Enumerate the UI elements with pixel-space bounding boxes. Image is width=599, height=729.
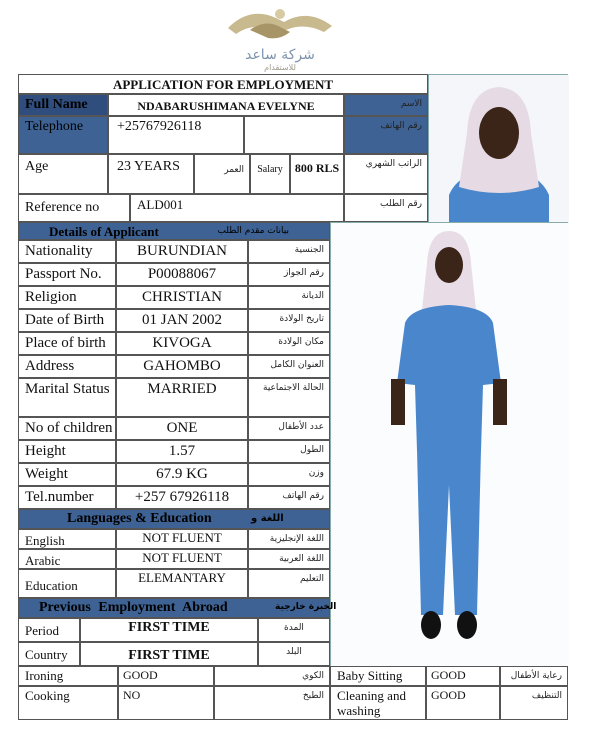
skill-label: Cooking bbox=[18, 686, 118, 720]
previous-employment-header bbox=[18, 598, 337, 618]
handshake-logo-icon bbox=[220, 0, 340, 46]
detail-label: No of children bbox=[18, 417, 116, 440]
detail-ar: تاريخ الولادة bbox=[248, 309, 330, 332]
detail-value: GAHOMBO bbox=[116, 355, 248, 378]
languages-header bbox=[18, 509, 330, 529]
detail-value: 01 JAN 2002 bbox=[116, 309, 248, 332]
detail-label: Address bbox=[18, 355, 116, 378]
skill-ar: الكوي bbox=[214, 666, 330, 686]
applicant-full-body-icon bbox=[331, 223, 569, 667]
language-label: Education bbox=[18, 569, 116, 598]
language-value: NOT FLUENT bbox=[116, 549, 248, 569]
company-name: شركة ساعد bbox=[245, 47, 315, 63]
detail-label: Height bbox=[18, 440, 116, 463]
previous-value: FIRST TIME bbox=[80, 618, 258, 642]
reference-ar: رقم الطلب bbox=[344, 194, 428, 222]
detail-value: +257 67926118 bbox=[116, 486, 248, 509]
age-value: 23 YEARS bbox=[108, 154, 194, 194]
language-ar: التعليم bbox=[248, 569, 330, 598]
telephone-label: Telephone bbox=[18, 116, 108, 154]
details-header-label: Details of Applicant bbox=[49, 224, 159, 239]
detail-label: Nationality bbox=[18, 240, 116, 263]
salary-value: 800 RLS bbox=[290, 154, 344, 194]
detail-value: 67.9 KG bbox=[116, 463, 248, 486]
company-tagline: للاستقدام bbox=[264, 63, 296, 72]
language-ar: اللغة العربية bbox=[248, 549, 330, 569]
company-logo bbox=[220, 0, 340, 70]
detail-value: BURUNDIAN bbox=[116, 240, 248, 263]
skill-ar: التنظيف bbox=[500, 686, 568, 720]
telephone-value: +25767926118 bbox=[108, 116, 244, 154]
detail-label: Marital Status bbox=[18, 378, 116, 417]
previous-label: Period bbox=[18, 618, 80, 642]
detail-value: P00088067 bbox=[116, 263, 248, 286]
reference-value: ALD001 bbox=[130, 194, 344, 222]
full-body-photo bbox=[330, 222, 568, 666]
reference-label: Reference no bbox=[18, 194, 130, 222]
detail-value: 1.57 bbox=[116, 440, 248, 463]
detail-label: Weight bbox=[18, 463, 116, 486]
skill-ar: رعاية الأطفال bbox=[500, 666, 568, 686]
detail-label: Passport No. bbox=[18, 263, 116, 286]
full-name-value: NDABARUSHIMANA EVELYNE bbox=[108, 94, 344, 116]
detail-ar: الديانة bbox=[248, 286, 330, 309]
detail-ar: الحالة الاجتماعية bbox=[248, 378, 330, 417]
details-header bbox=[18, 222, 330, 240]
languages-header-ar: اللغة و bbox=[251, 513, 284, 524]
language-label: English bbox=[18, 529, 116, 549]
detail-ar: رقم الهاتف bbox=[248, 486, 330, 509]
skill-label: Ironing bbox=[18, 666, 118, 686]
language-ar: اللغة الإنجليزية bbox=[248, 529, 330, 549]
detail-value: MARRIED bbox=[116, 378, 248, 417]
detail-label: Tel.number bbox=[18, 486, 116, 509]
detail-ar: رقم الجواز bbox=[248, 263, 330, 286]
detail-ar: العنوان الكامل bbox=[248, 355, 330, 378]
previous-ar: البلد bbox=[258, 642, 330, 666]
form-title: APPLICATION FOR EMPLOYMENT bbox=[18, 74, 428, 94]
skill-value: GOOD bbox=[426, 666, 500, 686]
detail-ar: عدد الأطفال bbox=[248, 417, 330, 440]
telephone-ar: رقم الهاتف bbox=[344, 116, 428, 154]
age-ar: العمر bbox=[194, 154, 250, 194]
telephone-blank bbox=[244, 116, 344, 154]
detail-value: CHRISTIAN bbox=[116, 286, 248, 309]
languages-header-label: Languages & Education bbox=[67, 511, 212, 526]
full-name-label: Full Name bbox=[18, 94, 108, 116]
language-value: NOT FLUENT bbox=[116, 529, 248, 549]
detail-ar: الجنسية bbox=[248, 240, 330, 263]
skill-value: GOOD bbox=[118, 666, 214, 686]
detail-ar: وزن bbox=[248, 463, 330, 486]
previous-label: Country bbox=[18, 642, 80, 666]
skill-label: Baby Sitting bbox=[330, 666, 426, 686]
previous-header-label: Previous Employment Abroad bbox=[39, 600, 228, 615]
detail-label: Place of birth bbox=[18, 332, 116, 355]
previous-header-ar: الخبرة خارجية bbox=[275, 602, 337, 612]
detail-value: ONE bbox=[116, 417, 248, 440]
skill-ar: الطبخ bbox=[214, 686, 330, 720]
applicant-portrait-icon bbox=[429, 75, 569, 223]
details-header-ar: بيانات مقدم الطلب bbox=[217, 226, 289, 236]
skill-label: Cleaning and washing bbox=[330, 686, 426, 720]
salary-label: Salary bbox=[250, 154, 290, 194]
previous-ar: المدة bbox=[258, 618, 330, 642]
detail-value: KIVOGA bbox=[116, 332, 248, 355]
language-label: Arabic bbox=[18, 549, 116, 569]
detail-label: Religion bbox=[18, 286, 116, 309]
skill-value: NO bbox=[118, 686, 214, 720]
skill-value: GOOD bbox=[426, 686, 500, 720]
portrait-photo bbox=[428, 74, 568, 222]
salary-ar: الراتب الشهري bbox=[344, 154, 428, 194]
detail-ar: الطول bbox=[248, 440, 330, 463]
age-label: Age bbox=[18, 154, 108, 194]
language-value: ELEMANTARY bbox=[116, 569, 248, 598]
full-name-ar: الاسم bbox=[344, 94, 428, 116]
previous-value: FIRST TIME bbox=[80, 642, 258, 666]
detail-label: Date of Birth bbox=[18, 309, 116, 332]
detail-ar: مكان الولادة bbox=[248, 332, 330, 355]
